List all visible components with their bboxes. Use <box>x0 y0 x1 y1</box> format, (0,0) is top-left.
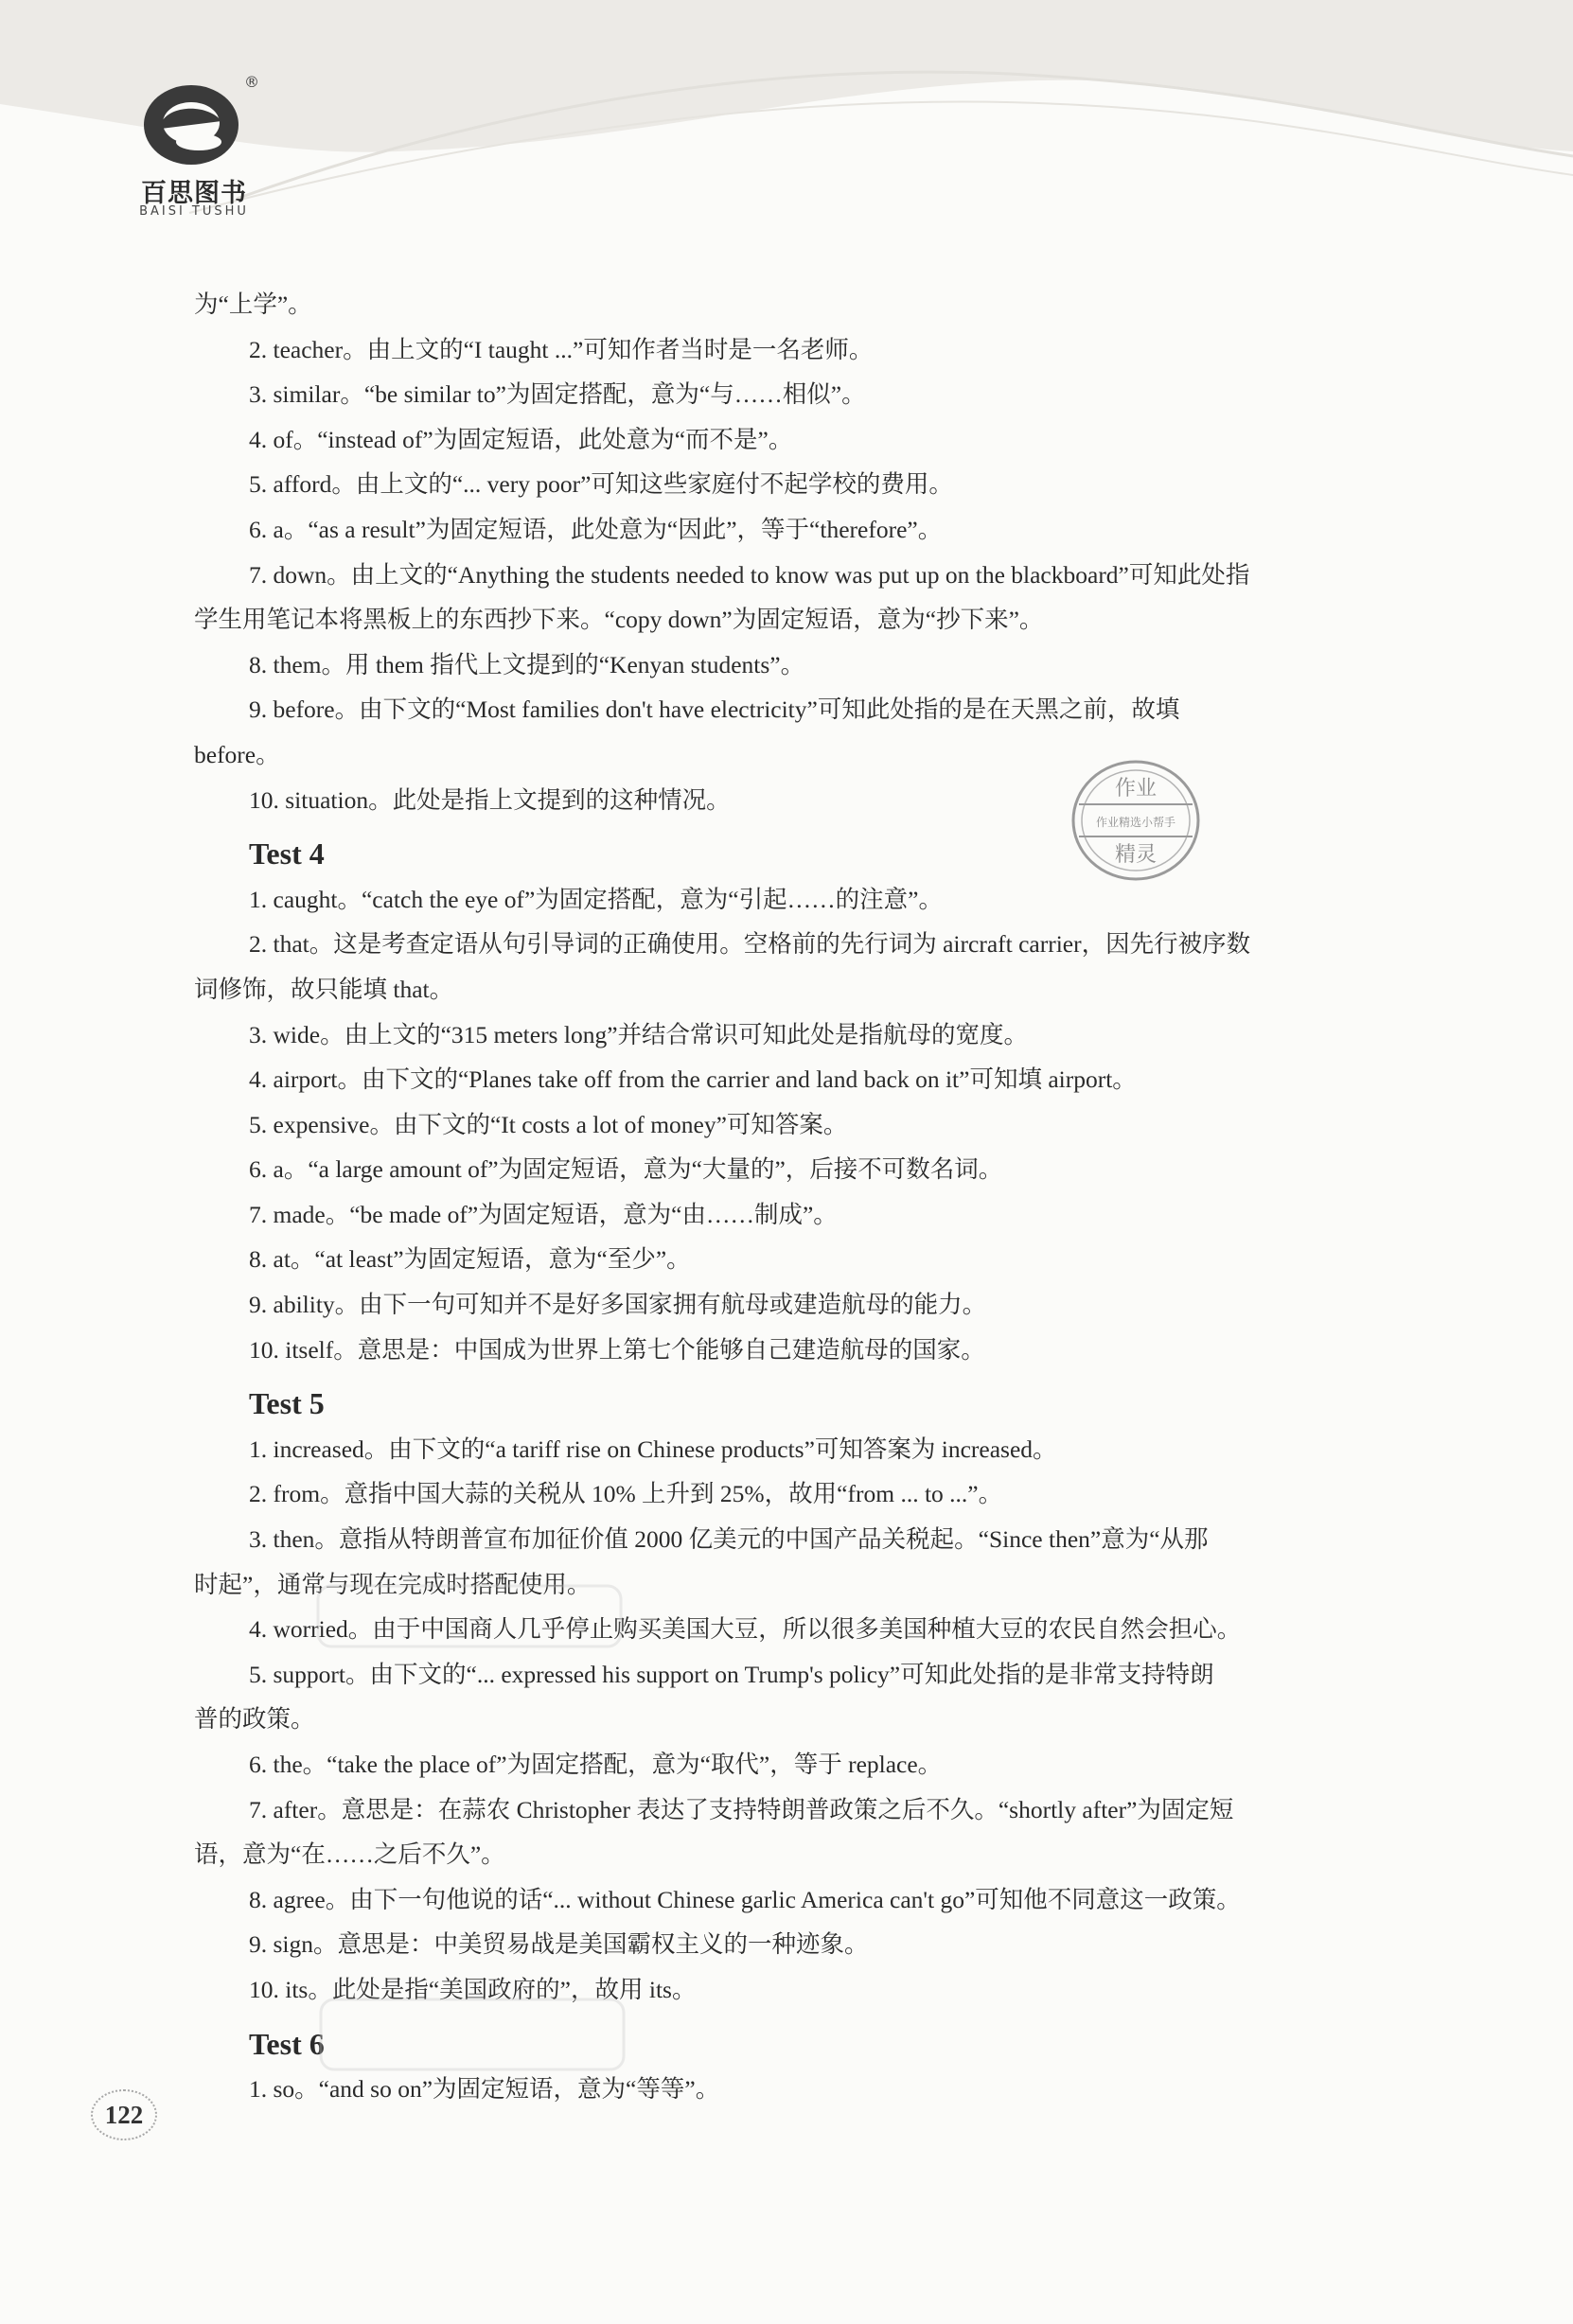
section-gap <box>194 1372 1455 1382</box>
brand-romanized: BAISI TUSHU <box>139 204 249 219</box>
answer-item: 1. caught。“catch the eye of”为固定搭配，意为“引起……的注意”。 <box>249 885 943 913</box>
section-gap <box>194 822 1455 832</box>
brand-name: 百思图书 <box>141 179 247 208</box>
answer-item: 2. teacher。由上文的“I taught ...”可知作者当时是一名老师。 <box>249 335 874 363</box>
answer-item: 1. so。“and so on”为固定短语，意为“等等”。 <box>249 2075 720 2104</box>
answer-item: 1. increased。由下文的“a tariff rise on Chinese products”可知答案为 increased。 <box>249 1435 1057 1463</box>
answer-item: 7. after。意思是：在蒜农 Christopher 表达了支持特朗普政策之后不久。“shortly after”为固定短 <box>249 1795 1234 1823</box>
svg-text:作业: 作业 <box>1114 777 1158 801</box>
answer-continuation: 语，意为“在……之后不久”。 <box>194 1840 505 1869</box>
answer-item: 9. before。由下文的“Most families don't have electricity”可知此处指的是在天黑之前，故填 <box>249 695 1180 724</box>
answer-item: 10. itself。意思是：中国成为世界上第七个能够自己建造航母的国家。 <box>249 1335 985 1364</box>
section-heading: Test 6 <box>249 2026 325 2061</box>
answer-item: 2. that。这是考查定语从句引导词的正确使用。空格前的先行词为 aircraft carrier，因先行被序数 <box>249 930 1251 959</box>
answer-item: 3. then。意指从特朗普宣布加征价值 2000 亿美元的中国产品关税起。“Since then”意为“从那 <box>249 1525 1209 1554</box>
answer-item: 2. from。意指中国大蒜的关税从 10% 上升到 25%，故用“from ... to ...”。 <box>249 1480 1003 1508</box>
answer-item: 5. afford。由上文的“... very poor”可知这些家庭付不起学校的费用。 <box>249 470 953 499</box>
answer-item: 4. worried。由于中国商人几乎停止购买美国大豆，所以很多美国种植大豆的农民自然会担心。 <box>249 1615 1242 1644</box>
page-number: 122 <box>91 2089 157 2140</box>
section-heading: Test 4 <box>249 836 325 872</box>
svg-text:作业精选小帮手: 作业精选小帮手 <box>1095 816 1176 829</box>
answer-item: 4. airport。由下文的“Planes take off from the carrier and land back on it”可知填 airport。 <box>249 1065 1137 1094</box>
answer-continuation: 时起”，通常与现在完成时搭配使用。 <box>194 1570 592 1598</box>
answer-item: 7. down。由上文的“Anything the students needed to know was put up on the blackboard”可知此处指 <box>249 560 1250 589</box>
answer-item: 10. situation。此处是指上文提到的这种情况。 <box>249 785 731 814</box>
answer-item: 5. support。由下文的“... expressed his support on Trump's policy”可知此处指的是非常支持特朗 <box>249 1660 1214 1688</box>
answer-continuation: 为“上学”。 <box>194 290 312 318</box>
answer-item: 6. a。“a large amount of”为固定短语，意为“大量的”，后接不可数名词。 <box>249 1155 1003 1184</box>
answer-item: 3. wide。由上文的“315 meters long”并结合常识可知此处是指航母的宽度。 <box>249 1020 1029 1048</box>
watermark-faint <box>314 1578 627 1654</box>
svg-text:®: ® <box>244 73 259 91</box>
answer-item: 6. the。“take the place of”为固定搭配，意为“取代”，等于 replace。 <box>249 1751 943 1778</box>
answer-continuation: 普的政策。 <box>194 1705 315 1734</box>
answer-item: 7. made。“be made of”为固定短语，意为“由……制成”。 <box>249 1200 838 1228</box>
publisher-logo <box>133 66 259 219</box>
answer-item: 4. of。“instead of”为固定短语，此处意为“而不是”。 <box>249 425 793 453</box>
logo-e-icon <box>133 66 259 175</box>
answer-item: 8. agree。由下一句他说的话“... without Chinese garlic America can't go”可知他不同意这一政策。 <box>249 1885 1241 1913</box>
answer-item: 9. ability。由下一句可知并不是好多国家拥有航母或建造航母的能力。 <box>249 1291 987 1319</box>
answer-continuation: 学生用笔记本将黑板上的东西抄下来。“copy down”为固定短语，意为“抄下来”。 <box>194 606 1044 634</box>
answer-item: 5. expensive。由下文的“It costs a lot of money”可知答案。 <box>249 1110 848 1138</box>
answer-continuation: before。 <box>194 740 280 768</box>
answer-item: 8. them。用 them 指代上文提到的“Kenyan students”。 <box>249 650 805 678</box>
answer-continuation: 词修饰，故只能填 that。 <box>194 975 454 1003</box>
answer-item: 6. a。“as a result”为固定短语，此处意为“因此”，等于“therefore”。 <box>249 515 943 543</box>
section-heading: Test 5 <box>249 1386 325 1421</box>
answer-item: 10. its。此处是指“美国政府的”，故用 its。 <box>249 1975 697 2003</box>
seal-stamp <box>1068 755 1204 886</box>
answer-item: 3. similar。“be similar to”为固定搭配，意为“与……相似”。 <box>249 380 866 409</box>
answer-item: 9. sign。意思是：中美贸易战是美国霸权主义的一种迹象。 <box>249 1930 869 1959</box>
answer-content <box>194 282 1455 2112</box>
answer-item: 8. at。“at least”为固定短语，意为“至少”。 <box>249 1245 691 1274</box>
page-header <box>0 0 1573 246</box>
watermark-faint-lower <box>317 1992 629 2077</box>
svg-text:精灵: 精灵 <box>1114 843 1158 867</box>
